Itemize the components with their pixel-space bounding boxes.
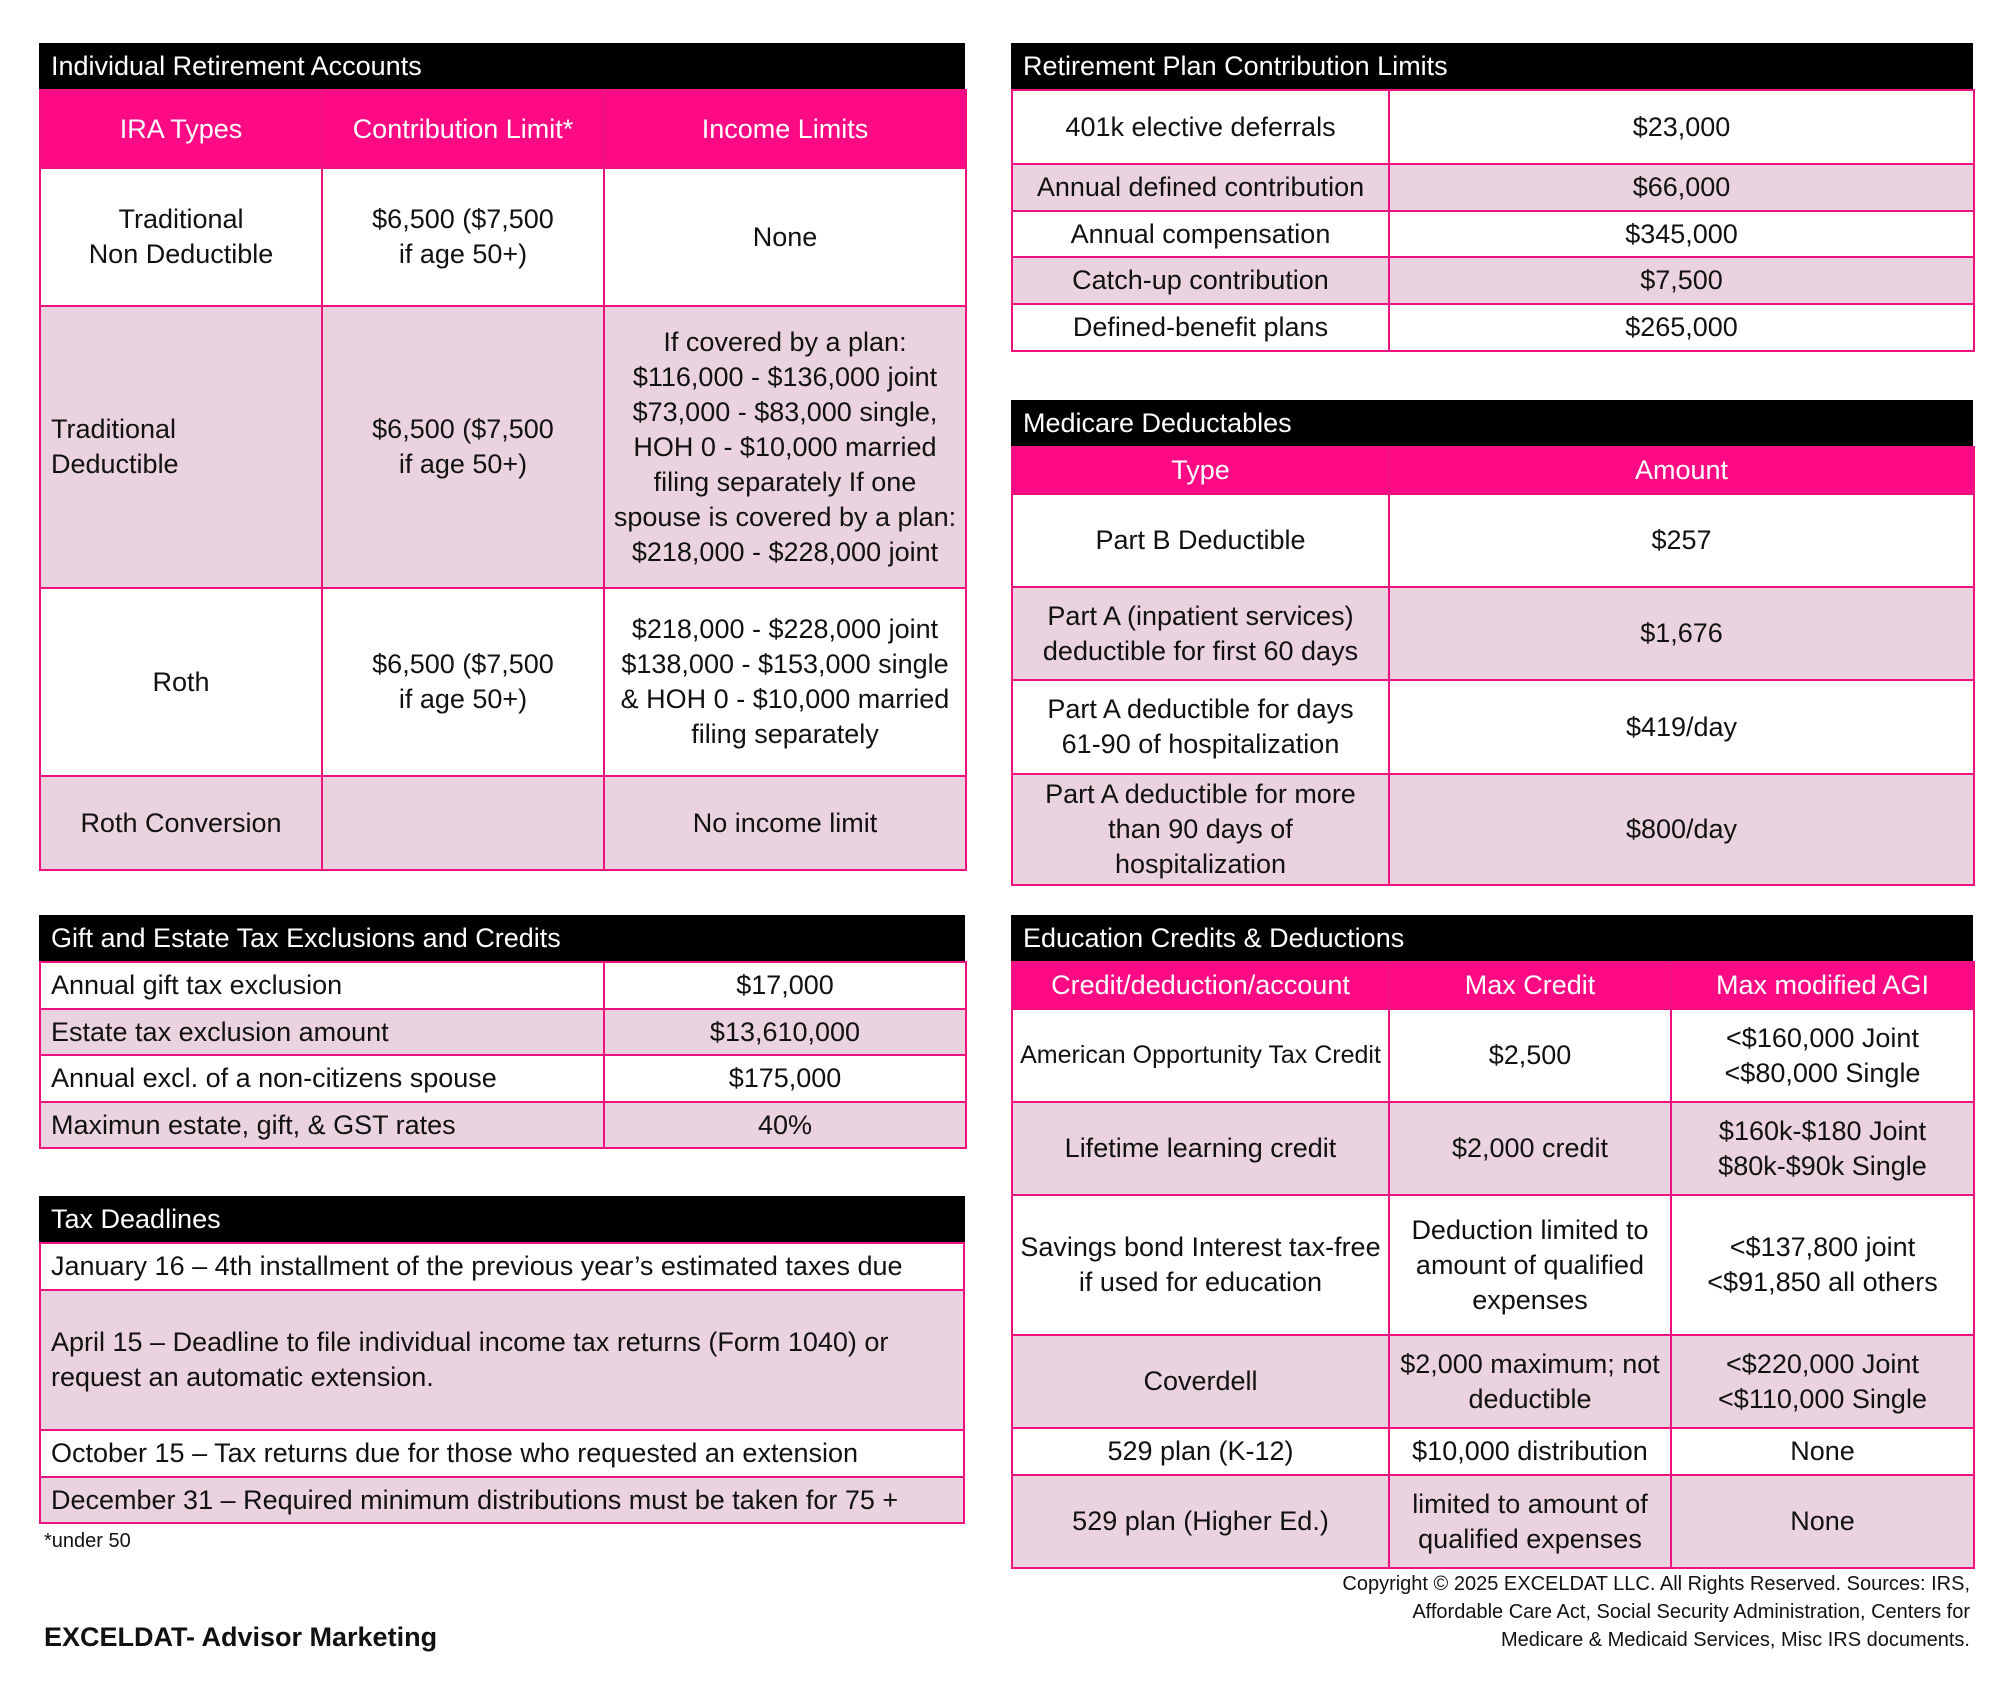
deadline-row [40,1430,964,1477]
ira-income-cell: If covered by a plan: $116,000 - $136,000 joint $73,000 - $83,000 single, HOH 0 - $10,000 married filing separately If one spouse is covered by a plan: $218,000 - $228,000 joint [604,306,966,588]
ira-type-cell: Traditional Deductible [40,306,322,588]
retirement-label-cell: 401k elective deferrals [1012,90,1389,164]
retirement-row [1012,90,1974,164]
medicare-amount-cell: $257 [1389,494,1974,587]
ira-row-traditional-non-deductible [40,168,966,306]
gift-row [40,1102,966,1148]
education-credit-cell: $2,000 maximum; not deductible [1389,1335,1671,1428]
ira-limit-cell [322,776,604,870]
gift-label-cell: Annual excl. of a non-citizens spouse [40,1055,604,1102]
gift-row [40,1055,966,1102]
retirement-row [1012,257,1974,304]
deadline-row [40,1290,964,1430]
education-credit-cell: Deduction limited to amount of qualified expenses [1389,1195,1671,1335]
deadline-cell: April 15 – Deadline to file individual income tax returns (Form 1040) or request an automatic extension. [40,1290,964,1430]
education-row [1012,1335,1974,1428]
retirement-label-cell: Annual defined contribution [1012,164,1389,211]
education-agi-cell: $160k-$180 Joint $80k-$90k Single [1671,1102,1974,1195]
gift-section [39,915,965,1149]
education-credit-cell: $10,000 distribution [1389,1428,1671,1475]
retirement-title: Retirement Plan Contribution Limits [1011,43,1973,89]
gift-table [39,961,967,1149]
deadlines-table [39,1242,965,1524]
education-agi-cell: <$160,000 Joint <$80,000 Single [1671,1009,1974,1102]
deadline-row [40,1477,964,1523]
ira-type-cell: Traditional Non Deductible [40,168,322,306]
retirement-value-cell: $265,000 [1389,304,1974,351]
deadlines-title: Tax Deadlines [39,1196,965,1242]
education-header-name: Credit/deduction/account [1012,962,1389,1009]
retirement-table [1011,89,1975,352]
medicare-type-cell: Part A deductible for days 61-90 of hospitalization [1012,680,1389,774]
medicare-title: Medicare Deductables [1011,400,1973,446]
medicare-amount-cell: $419/day [1389,680,1974,774]
education-credit-cell: $2,000 credit [1389,1102,1671,1195]
retirement-value-cell: $7,500 [1389,257,1974,304]
ira-header-row [40,90,966,168]
medicare-row [1012,680,1974,774]
gift-title: Gift and Estate Tax Exclusions and Credits [39,915,965,961]
deadline-cell: December 31 – Required minimum distributions must be taken for 75 + [40,1477,964,1523]
deadline-row [40,1243,964,1290]
education-row [1012,1475,1974,1568]
education-name-cell: 529 plan (Higher Ed.) [1012,1475,1389,1568]
ira-footnote: *under 50 [44,1530,131,1552]
education-row [1012,1102,1974,1195]
brand-name: EXCELDAT- Advisor Marketing [44,1622,438,1652]
retirement-value-cell: $345,000 [1389,211,1974,257]
education-credit-cell: limited to amount of qualified expenses [1389,1475,1671,1568]
medicare-amount-cell: $800/day [1389,774,1974,885]
education-agi-cell: <$137,800 joint <$91,850 all others [1671,1195,1974,1335]
gift-value-cell: $17,000 [604,962,966,1009]
ira-header-type: IRA Types [40,90,322,168]
gift-label-cell: Annual gift tax exclusion [40,962,604,1009]
medicare-type-cell: Part A deductible for more than 90 days of hospitalization [1012,774,1389,885]
medicare-section [1011,400,1973,886]
medicare-row [1012,587,1974,680]
retirement-row [1012,304,1974,351]
medicare-row [1012,774,1974,885]
ira-limit-cell: $6,500 ($7,500 if age 50+) [322,306,604,588]
medicare-table [1011,446,1975,886]
retirement-row [1012,211,1974,257]
ira-header-limit: Contribution Limit* [322,90,604,168]
education-agi-cell: None [1671,1475,1974,1568]
gift-row [40,1009,966,1055]
ira-header-income: Income Limits [604,90,966,168]
education-name-cell: Lifetime learning credit [1012,1102,1389,1195]
retirement-label-cell: Defined-benefit plans [1012,304,1389,351]
gift-label-cell: Maximun estate, gift, & GST rates [40,1102,604,1148]
retirement-label-cell: Catch-up contribution [1012,257,1389,304]
retirement-row [1012,164,1974,211]
ira-row-roth-conversion [40,776,966,870]
education-row [1012,1195,1974,1335]
education-agi-cell: <$220,000 Joint <$110,000 Single [1671,1335,1974,1428]
medicare-header-type: Type [1012,447,1389,494]
education-name-cell: 529 plan (K-12) [1012,1428,1389,1475]
gift-value-cell: 40% [604,1102,966,1148]
ira-type-cell: Roth [40,588,322,776]
ira-income-cell: No income limit [604,776,966,870]
ira-title: Individual Retirement Accounts [39,43,965,89]
retirement-value-cell: $66,000 [1389,164,1974,211]
ira-type-cell: Roth Conversion [40,776,322,870]
education-agi-cell: None [1671,1428,1974,1475]
retirement-section [1011,43,1973,352]
ira-row-traditional-deductible [40,306,966,588]
ira-table [39,89,967,871]
medicare-header-amount: Amount [1389,447,1974,494]
education-name-cell: Coverdell [1012,1335,1389,1428]
ira-income-cell: $218,000 - $228,000 joint $138,000 - $153,000 single & HOH 0 - $10,000 married filing separately [604,588,966,776]
ira-row-roth [40,588,966,776]
ira-section [39,43,965,871]
deadline-cell: October 15 – Tax returns due for those who requested an extension [40,1430,964,1477]
deadlines-section [39,1196,965,1524]
education-header-credit: Max Credit [1389,962,1671,1009]
deadline-cell: January 16 – 4th installment of the previous year’s estimated taxes due [40,1243,964,1290]
ira-income-cell: None [604,168,966,306]
retirement-label-cell: Annual compensation [1012,211,1389,257]
education-name-cell: American Opportunity Tax Credit [1012,1009,1389,1102]
education-header-agi: Max modified AGI [1671,962,1974,1009]
education-title: Education Credits & Deductions [1011,915,1973,961]
ira-limit-cell: $6,500 ($7,500 if age 50+) [322,588,604,776]
education-header-row [1012,962,1974,1009]
medicare-type-cell: Part B Deductible [1012,494,1389,587]
medicare-amount-cell: $1,676 [1389,587,1974,680]
copyright-notice: Copyright © 2025 EXCELDAT LLC. All Rights Reserved. Sources: IRS, Affordable Care Act, Social Security Administration, Centers for Medicare & Medicaid Services, Misc IRS documents. [1342,1573,1970,1651]
retirement-value-cell: $23,000 [1389,90,1974,164]
medicare-type-cell: Part A (inpatient services) deductible for first 60 days [1012,587,1389,680]
education-row [1012,1009,1974,1102]
medicare-row [1012,494,1974,587]
education-row [1012,1428,1974,1475]
gift-value-cell: $175,000 [604,1055,966,1102]
gift-row [40,962,966,1009]
education-section [1011,915,1973,1569]
gift-value-cell: $13,610,000 [604,1009,966,1055]
gift-label-cell: Estate tax exclusion amount [40,1009,604,1055]
education-name-cell: Savings bond Interest tax-free if used for education [1012,1195,1389,1335]
medicare-header-row [1012,447,1974,494]
education-credit-cell: $2,500 [1389,1009,1671,1102]
education-table [1011,961,1975,1569]
ira-limit-cell: $6,500 ($7,500 if age 50+) [322,168,604,306]
